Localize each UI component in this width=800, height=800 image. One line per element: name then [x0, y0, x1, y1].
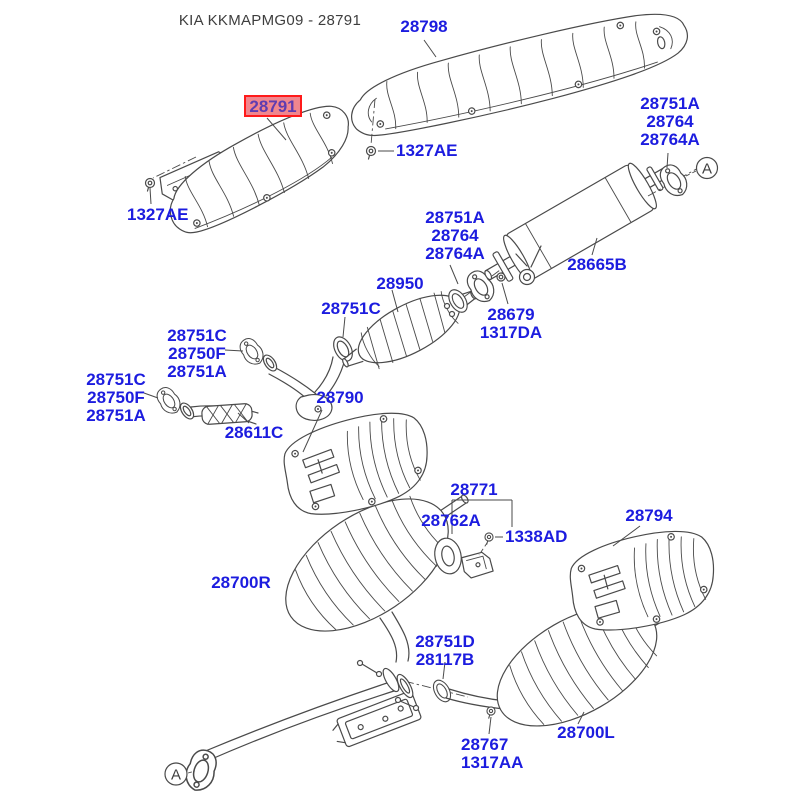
part-label-28791-highlighted[interactable]: 28791 [244, 95, 302, 117]
rear-heat-shield-drawing [563, 523, 723, 639]
part-label-1327ae-left[interactable]: 1327AE [127, 205, 189, 224]
part-label-28751a-upper[interactable]: 28751A [167, 362, 227, 381]
part-label-28764a-center[interactable]: 28764A [425, 244, 485, 263]
part-label-1317da[interactable]: 1317DA [479, 323, 543, 342]
view-a-letter-top: A [701, 160, 713, 178]
part-label-28764-rear[interactable]: 28764 [646, 112, 694, 131]
part-label-28950[interactable]: 28950 [376, 274, 424, 293]
part-label-stack-28751d[interactable] [409, 633, 481, 669]
part-label-28751c-single[interactable]: 28751C [321, 299, 381, 318]
part-label-stack-front-lower[interactable] [74, 371, 158, 425]
part-label-1338ad[interactable]: 1338AD [505, 527, 568, 546]
rear-bolt-drawing [487, 707, 495, 718]
part-label-1317aa[interactable]: 1317AA [461, 753, 524, 772]
part-label-28751d[interactable]: 28751D [415, 632, 475, 651]
joint-gasket-drawing [430, 677, 454, 704]
part-label-28767[interactable]: 28767 [461, 735, 509, 754]
part-label-28679[interactable]: 28679 [487, 305, 535, 324]
part-label-28700r[interactable]: 28700R [211, 573, 271, 592]
part-label-28665b[interactable]: 28665B [567, 255, 627, 274]
tail-pipe-drawing [182, 682, 422, 794]
part-label-28750f-lower[interactable]: 28750F [87, 388, 145, 407]
part-label-stack-rear-gaskets[interactable] [628, 95, 712, 149]
part-label-stack-front-upper[interactable] [155, 327, 239, 381]
part-label-28771[interactable]: 28771 [450, 480, 498, 499]
detail-view-marker-a-top [686, 158, 718, 179]
part-label-28762a[interactable]: 28762A [421, 511, 481, 530]
part-label-28751a-lower[interactable]: 28751A [86, 406, 146, 425]
part-label-28764a-rear[interactable]: 28764A [640, 130, 700, 149]
part-label-28611c[interactable]: 28611C [224, 423, 284, 442]
part-label-28794[interactable]: 28794 [625, 506, 673, 525]
part-label-28117b[interactable]: 28117B [415, 650, 475, 669]
part-label-stack-center-gaskets[interactable] [413, 209, 497, 263]
part-label-28751c-lower[interactable]: 28751C [86, 370, 146, 389]
diagram-title: KIA KKMAPMG09 - 28791 [178, 12, 362, 29]
part-label-28751a-center[interactable]: 28751A [425, 208, 485, 227]
part-label-28798[interactable]: 28798 [400, 17, 448, 36]
center-muffler-drawing [473, 148, 682, 304]
part-label-28790[interactable]: 28790 [316, 388, 364, 407]
view-a-letter-bottom: A [170, 766, 182, 784]
part-label-28751c-upper[interactable]: 28751C [167, 326, 227, 345]
part-label-28751a-rear[interactable]: 28751A [640, 94, 700, 113]
part-label-1327ae-right[interactable]: 1327AE [396, 141, 458, 160]
hanger-bolt-drawing [485, 533, 493, 544]
part-label-stack-28679[interactable] [475, 306, 547, 342]
part-label-28750f-upper[interactable]: 28750F [168, 344, 226, 363]
part-label-28700l[interactable]: 28700L [557, 723, 615, 742]
part-label-stack-28767[interactable] [461, 736, 533, 772]
part-label-28764-center[interactable]: 28764 [431, 226, 479, 245]
